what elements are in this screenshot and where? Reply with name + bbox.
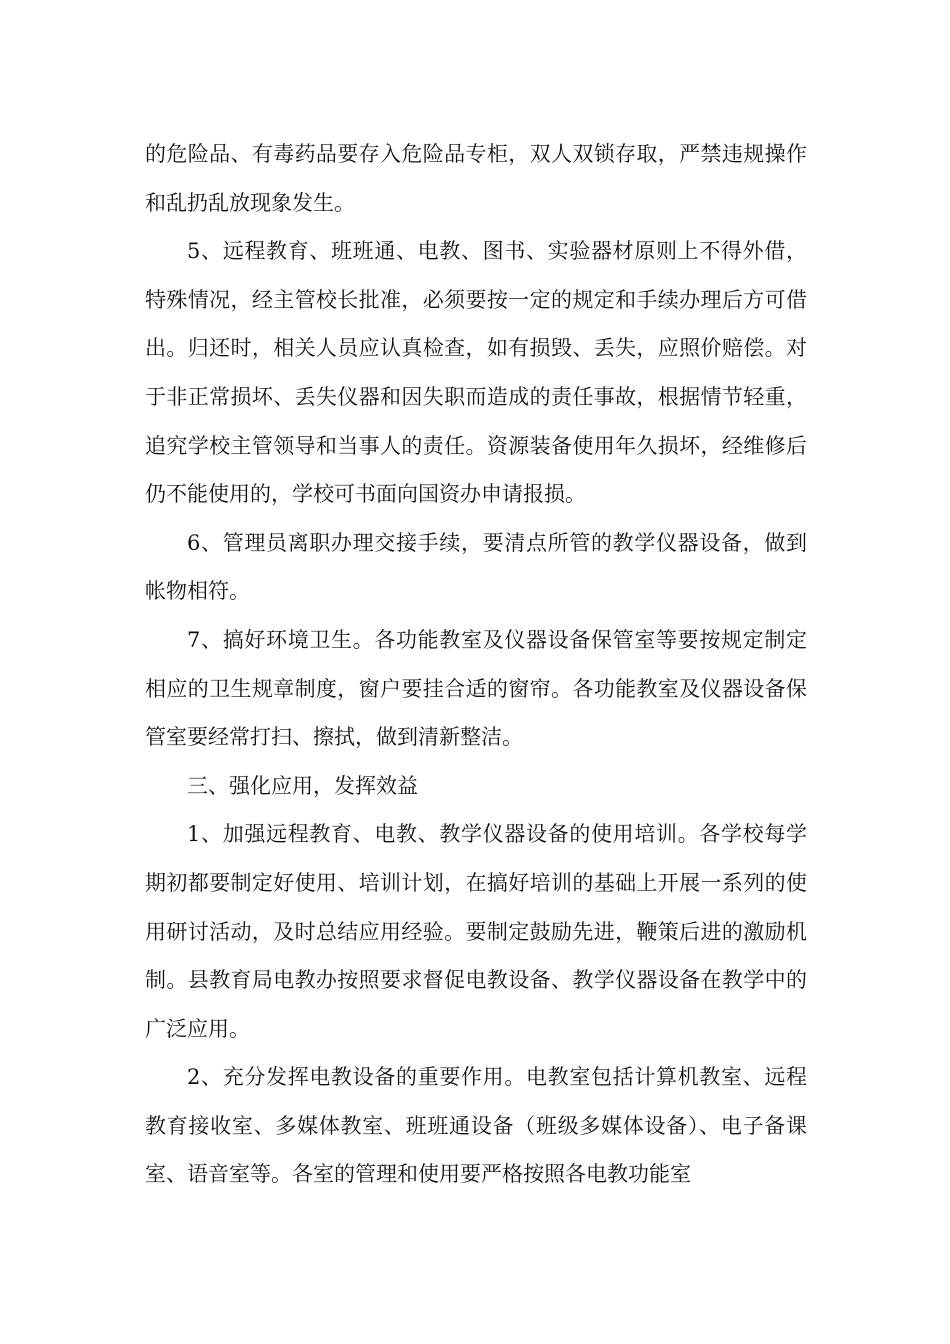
paragraph-item-5: 5、远程教育、班班通、电教、图书、实验器材原则上不得外借，特殊情况，经主管校长批准，必须要按一定的规定和手续办理后方可借出。归还时，相关人员应认真检查，如有损毁、丢失，应照价赔偿。对于非正常损坏、丢失仪器和因失职而造成的责任事故，根据情节轻重，追究学校主管领导和当事人的责任。资源装备使用年久损坏，经维修后仍不能使用的，学校可书面向国资办申请报损。 <box>145 239 807 507</box>
paragraph-section3-item-2: 2、充分发挥电教设备的重要作用。电教室包括计算机教室、远程教育接收室、多媒体教室、班班通设备（班级多媒体设备）、电子备课室、语音室等。各室的管理和使用要严格按照各电教功能室 <box>145 1065 807 1187</box>
document-body <box>145 130 807 1199</box>
paragraph-continued: 的危险品、有毒药品要存入危险品专柜，双人双锁存取，严禁违规操作和乱扔乱放现象发生。 <box>145 142 807 215</box>
paragraph-item-7: 7、搞好环境卫生。各功能教室及仪器设备保管室等要按规定制定相应的卫生规章制度，窗户要挂合适的窗帘。各功能教室及仪器设备保管室要经常打扫、擦拭，做到清新整洁。 <box>145 627 807 750</box>
paragraph-item-6: 6、管理员离职办理交接手续，要清点所管的教学仪器设备，做到帐物相符。 <box>145 530 807 604</box>
section-heading-3: 三、强化应用，发挥效益 <box>187 773 418 798</box>
paragraph-section3-item-1: 1、加强远程教育、电教、教学仪器设备的使用培训。各学校每学期初都要制定好使用、培训计划，在搞好培训的基础上开展一系列的使用研讨活动，及时总结应用经验。要制定鼓励先进，鞭策后进的激励机制。县教育局电教办按照要求督促电教设备、教学仪器设备在教学中的广泛应用。 <box>145 822 807 1041</box>
